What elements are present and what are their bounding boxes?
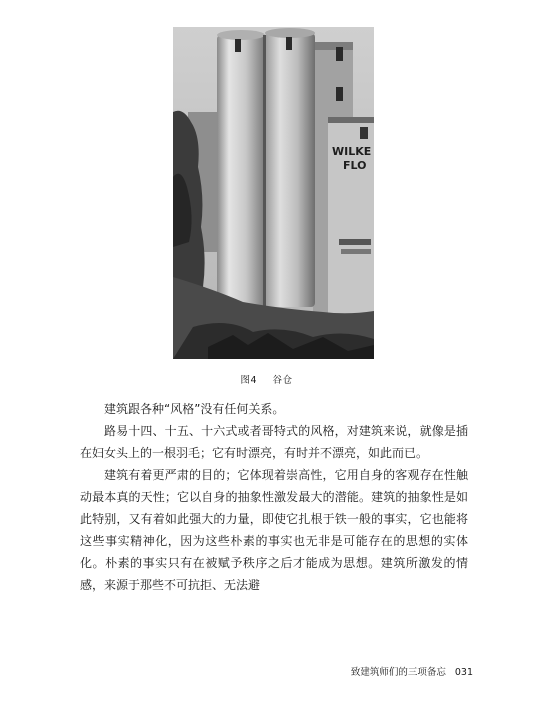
sign-text-wilke: WILKE (332, 145, 372, 158)
figure-number: 图4 (240, 375, 257, 386)
sign-text-flo: FLO (343, 159, 367, 172)
paragraph: 建筑有着更严肃的目的；它体现着崇高性，它用自身的客观存在性触动最本真的天性；它以自身的抽象性激发最大的潜能。建筑的抽象性是如此特别，又有着如此强大的力量，即使它扎根于铁一般的事实，它也能将这些事实精神化，因为这些朴素的事实也无非是可能存在的思想的实体化。朴素的事实只有在被赋予秩序之后才能成为思想。建筑所激发的情感，来源于那些不可抗拒、无法避 (80, 468, 468, 592)
body-text (80, 398, 468, 596)
paragraph: 建筑跟各种“风格”没有任何关系。 (104, 402, 285, 416)
page-footer (351, 664, 473, 678)
grain-elevator-illustration (173, 27, 374, 359)
paragraph: 路易十四、十五、十六式或者哥特式的风格，对建筑来说，就像是插在妇女头上的一根羽毛；它有时漂亮，有时并不漂亮，如此而已。 (80, 424, 468, 460)
page-number: 031 (454, 667, 473, 678)
grain-elevator-photo (173, 27, 374, 359)
running-title: 致建筑师们的三项备忘 (350, 667, 446, 678)
figure-title: 谷仓 (272, 375, 293, 386)
figure-caption (0, 372, 533, 386)
